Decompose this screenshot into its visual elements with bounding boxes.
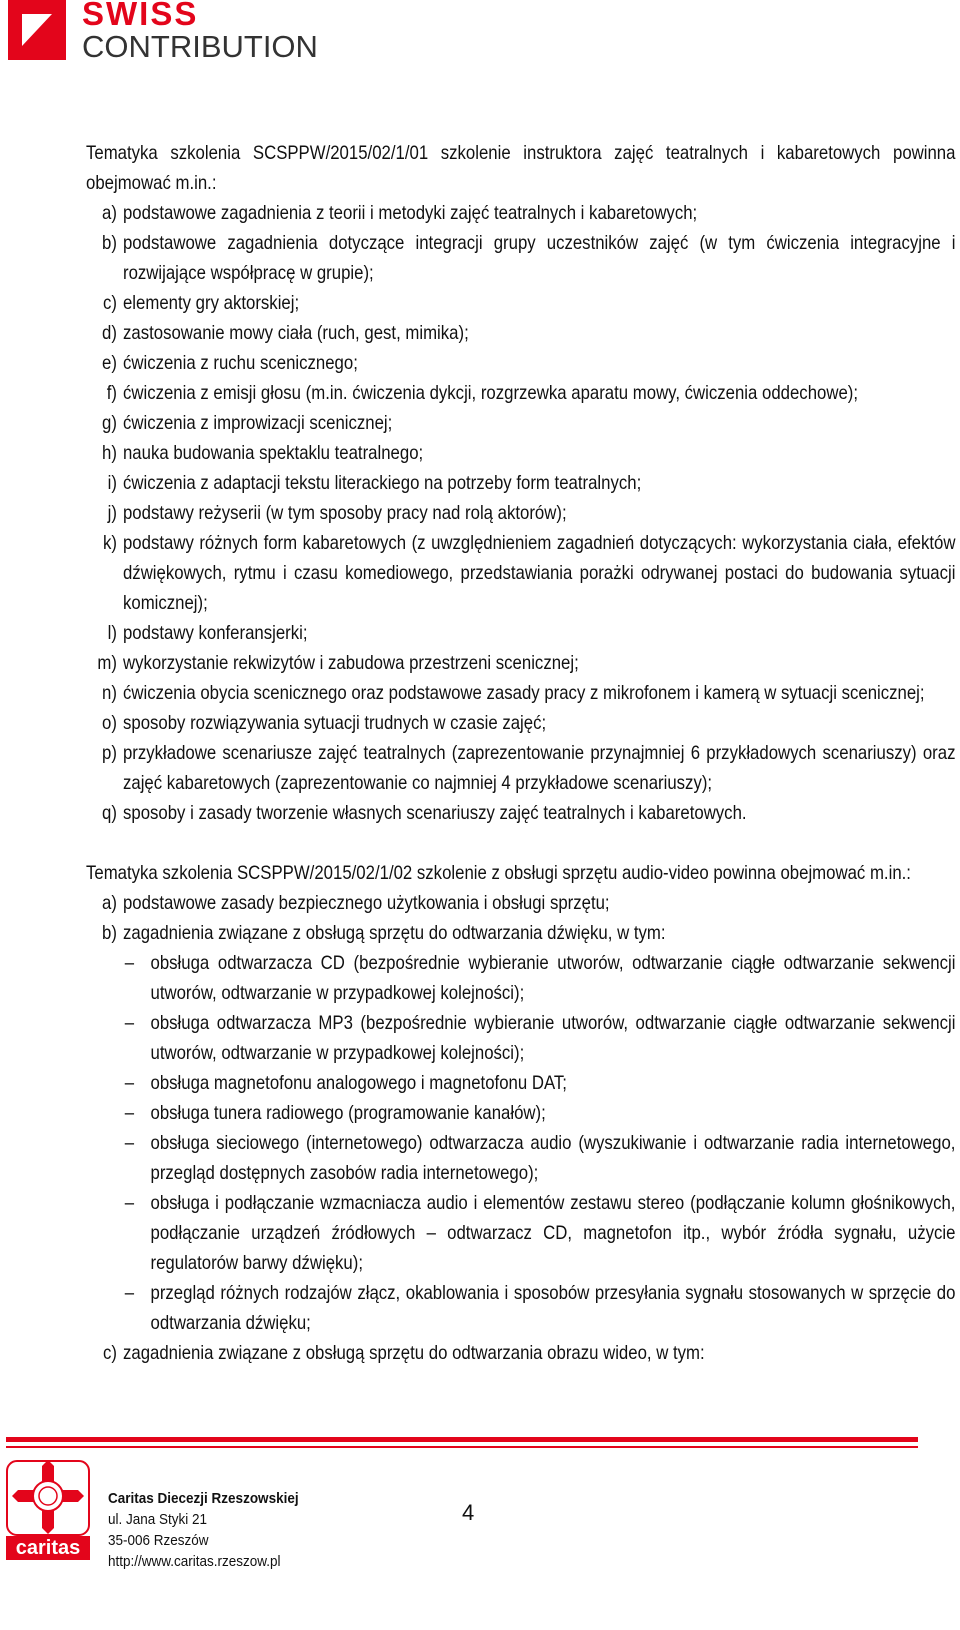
list-item: i) ćwiczenia z adaptacji tekstu literackiego na potrzeby form teatralnych; <box>107 472 642 494</box>
list-item: – obsługa tunera radiowego (programowanie kanałów); <box>124 1102 546 1124</box>
list-item: – obsługa odtwarzacza CD (bezpośrednie wybieranie utworów, odtwarzanie ciągłe odtwarzanie sekwencji utworów, odtwarzanie w przypadkowej kolejności); <box>124 952 956 1004</box>
city-address: 35-006 Rzeszów <box>108 1532 209 1549</box>
list-item: g) ćwiczenia z improwizacji scenicznej; <box>102 412 393 434</box>
section2-intro: Tematyka szkolenia SCSPPW/2015/02/1/02 szkolenie z obsługi sprzętu audio-video powinna obejmować m.in.: <box>86 862 911 884</box>
list-item: b) zagadnienia związane z obsługą sprzętu do odtwarzania dźwięku, w tym: – obsługa odtwarzacza CD (bezpośrednie wybieranie utworów, odtwarzanie ciągłe odtwarzanie sekwencji utworów, odtwarzanie w przypadkowej kolejności); – obsługa odtwarzacza MP3 (bezpośrednie wybieranie utworów, odtwarzanie ciągłe odtwarzanie sekwencji utworów, odtwarzanie w przypadkowej kolejności); – obsługa magnetofonu analogowego i magnetofonu DAT; – obsługa tunera radiowego (programowanie kanałów); – obsługa sieciowego (internetowego) odtwarzacza audio (wyszukiwanie i odtwarzanie radia internetowego, przegląd dostępnych zasobów radia internetowego); – obsługa i podłączanie wzmacniacza audio i elementów zestawu stereo (podłączanie kolumn głośnikowych, podłączanie urządzeń źródłowych – odtwarzacz CD, magnetofon itp., wybór źródła sygnału, użycie regulatorów barwy dźwięku); – przegląd różnych rodzajów złącz, okablowania i sposobów przesyłania sygnału stosowanych w sprzęcie do odtwarzania dźwięku; <box>86 918 955 1338</box>
list-item: j) podstawy reżyserii (w tym sposoby pracy nad rolą aktorów); <box>107 502 567 524</box>
list-item: c) elementy gry aktorskiej; <box>102 292 300 314</box>
swiss-contribution-logo <box>8 0 328 66</box>
list-item: f) ćwiczenia z emisji głosu (m.in. ćwiczenia dykcji, rozgrzewka aparatu mowy, ćwiczenia oddechowe); <box>106 382 859 404</box>
list-item: o) sposoby rozwiązywania sytuacji trudnych w czasie zajęć; <box>102 712 547 734</box>
list-item: b) podstawowe zagadnienia dotyczące integracji grupy uczestników zajęć (w tym ćwiczenia integracyjne i rozwijające współpracę w grupie); <box>102 232 956 284</box>
list-item: h) nauka budowania spektaklu teatralnego; <box>102 442 424 464</box>
list-item: – obsługa magnetofonu analogowego i magnetofonu DAT; <box>124 1072 567 1094</box>
list-item: n) ćwiczenia obycia scenicznego oraz podstawowe zasady pracy z mikrofonem i kamerą w sytuacji scenicznej; <box>102 682 925 704</box>
list-item: e) ćwiczenia z ruchu scenicznego; <box>102 352 358 374</box>
caritas-cross-icon <box>6 1460 90 1536</box>
list-item: – przegląd różnych rodzajów złącz, okablowania i sposobów przesyłania sygnału stosowanych w sprzęcie do odtwarzania dźwięku; <box>124 1282 956 1334</box>
list-item: – obsługa odtwarzacza MP3 (bezpośrednie wybieranie utworów, odtwarzanie ciągłe odtwarzanie sekwencji utworów, odtwarzanie w przypadkowej kolejności); <box>124 1012 956 1064</box>
org-name: Caritas Diecezji Rzeszowskiej <box>108 1490 299 1507</box>
page-number: 4 <box>462 1500 475 1525</box>
caritas-logo-text: caritas <box>6 1536 90 1560</box>
list-item: – obsługa sieciowego (internetowego) odtwarzacza audio (wyszukiwanie i odtwarzanie radia internetowego, przegląd dostępnych zasobów radia internetowego); <box>124 1132 956 1184</box>
list-item: l) podstawy konferansjerki; <box>107 622 308 644</box>
footer-divider <box>6 1437 918 1442</box>
list-item: q) sposoby i zasady tworzenie własnych scenariuszy zajęć teatralnych i kabaretowych. <box>102 802 747 824</box>
section1-topic-list <box>86 198 955 828</box>
list-item: k) podstawy różnych form kabaretowych (z uwzględnieniem zagadnień dotyczących: wykorzystania ciała, efektów dźwiękowych, rytmu i czasu komediowego, przedstawiania porażki odrywanej postaci do budowania sytuacji komicznej); <box>102 532 956 614</box>
list-item: – obsługa i podłączanie wzmacniacza audio i elementów zestawu stereo (podłączanie kolumn głośnikowych, podłączanie urządzeń źródłowych – odtwarzacz CD, magnetofon itp., wybór źródła sygnału, użycie regulatorów barwy dźwięku); <box>124 1192 956 1274</box>
swiss-flag-icon <box>8 0 66 60</box>
audio-subtopic-list <box>123 948 955 1338</box>
street-address: ul. Jana Styki 21 <box>108 1511 208 1528</box>
list-item: c) zagadnienia związane z obsługą sprzętu do odtwarzania obrazu wideo, w tym: <box>102 1342 705 1364</box>
section1-intro: Tematyka szkolenia SCSPPW/2015/02/1/01 szkolenie instruktora zajęć teatralnych i kabaretowych powinna obejmować m.in.: <box>86 142 956 194</box>
logo-contribution-text: CONTRIBUTION <box>82 29 318 64</box>
logo-swiss-text: SWISS <box>82 0 199 32</box>
document-body <box>86 138 955 1368</box>
footer-divider-thin <box>6 1446 918 1448</box>
website-link[interactable]: http://www.caritas.rzeszow.pl <box>108 1553 281 1570</box>
list-item: a) podstawowe zagadnienia z teorii i metodyki zajęć teatralnych i kabaretowych; <box>102 202 698 224</box>
list-item: a) podstawowe zasady bezpiecznego użytkowania i obsługi sprzętu; <box>102 892 610 914</box>
footer-address <box>108 1488 299 1572</box>
list-item: m) wykorzystanie rekwizytów i zabudowa przestrzeni scenicznej; <box>97 652 579 674</box>
list-item: p) przykładowe scenariusze zajęć teatralnych (zaprezentowanie przynajmniej 6 przykładowych scenariuszy) oraz zajęć kabaretowych (zaprezentowanie co najmniej 4 przykładowe scenariuszy); <box>102 742 956 794</box>
list-item: d) zastosowanie mowy ciała (ruch, gest, mimika); <box>102 322 469 344</box>
section2-topic-list <box>86 888 955 1368</box>
